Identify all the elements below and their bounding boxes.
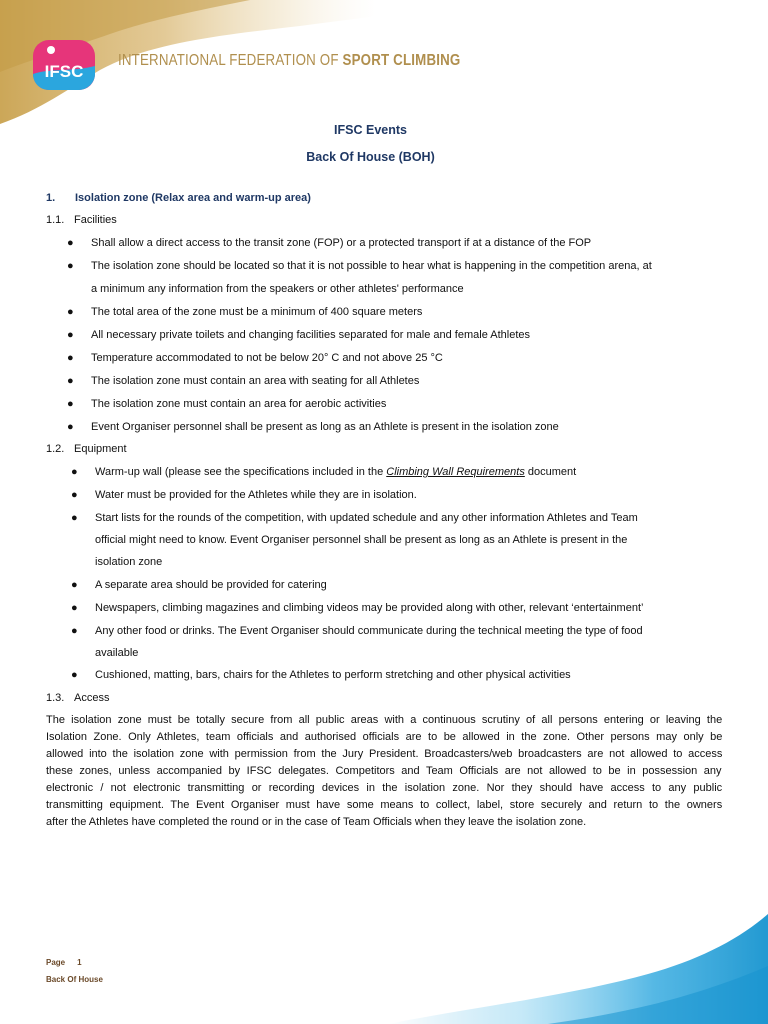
bullet-icon: ● bbox=[71, 489, 78, 501]
list-item: ● Cushioned, matting, bars, chairs for the Athletes to perform stretching and other physical activities bbox=[71, 669, 571, 681]
bullet-icon: ● bbox=[71, 602, 78, 614]
federation-name-regular: INTERNATIONAL FEDERATION OF bbox=[118, 52, 343, 69]
page-label: Page bbox=[46, 958, 66, 967]
bullet-icon: ● bbox=[67, 237, 74, 249]
subsection-access bbox=[46, 692, 109, 704]
list-item: ● Any other food or drinks. The Event Organiser should communicate during the technical meeting the type of food bbox=[71, 625, 643, 637]
bullet-icon: ● bbox=[67, 260, 74, 272]
paragraph-line: allowed into the isolation zone with permission from the Jury President. Broadcasters/web broadcasters are not allowed to access bbox=[46, 748, 723, 760]
section-heading bbox=[46, 192, 311, 204]
list-item: ● Event Organiser personnel shall be present as long as an Athlete is present in the isolation zone bbox=[67, 421, 559, 433]
subsection-number: 1.1. bbox=[46, 214, 65, 226]
list-item: ● The total area of the zone must be a minimum of 400 square meters bbox=[67, 306, 423, 318]
list-item: ● A separate area should be provided for catering bbox=[71, 579, 327, 591]
list-item: ● The isolation zone must contain an area for aerobic activities bbox=[67, 398, 387, 410]
doc-title-line1: IFSC Events bbox=[334, 123, 407, 137]
paragraph-line: after the Athletes have completed the round or in the case of Team Officials when they leave the isolation zone. bbox=[46, 816, 587, 828]
list-item: ● The isolation zone must contain an area with seating for all Athletes bbox=[67, 375, 420, 387]
bullet-icon: ● bbox=[71, 669, 78, 681]
subsection-title: Facilities bbox=[74, 214, 117, 226]
list-item: ● Water must be provided for the Athletes while they are in isolation. bbox=[71, 489, 417, 501]
logo-text: IFSC bbox=[44, 62, 84, 81]
bullet-icon: ● bbox=[71, 579, 78, 591]
list-item: ● Warm-up wall (please see the specifications included in the Climbing Wall Requirements document bbox=[71, 466, 577, 478]
subsection-number: 1.3. bbox=[46, 692, 65, 704]
subsection-title: Equipment bbox=[74, 443, 127, 455]
footer-doc-name: Back Of House bbox=[46, 975, 103, 984]
paragraph-line: these zones, unless accompanied by IFSC delegates. Competitors and Team Officials are not allowed to be in possession any bbox=[46, 765, 722, 777]
subsection-number: 1.2. bbox=[46, 443, 65, 455]
bullet-icon: ● bbox=[71, 512, 78, 524]
list-item-continuation: available bbox=[95, 647, 139, 659]
bullet-icon: ● bbox=[67, 306, 74, 318]
list-item: ● Newspapers, climbing magazines and climbing videos may be provided along with other, relevant ‘entertainment’ bbox=[71, 602, 644, 614]
bullet-icon: ● bbox=[67, 329, 74, 341]
page-number: 1 bbox=[77, 958, 82, 967]
subsection-title: Access bbox=[74, 692, 110, 704]
subsection-facilities bbox=[46, 214, 117, 226]
ifsc-logo bbox=[31, 38, 97, 92]
paragraph-line: Isolation Zone. Only Athletes, team officials and authorised officials are to be allowed in the zone. Other persons may only be bbox=[46, 731, 723, 743]
footer-page-label bbox=[46, 958, 82, 967]
section-title: Isolation zone (Relax area and warm-up area) bbox=[75, 192, 311, 204]
federation-name bbox=[118, 52, 460, 70]
subsection-equipment bbox=[46, 443, 127, 455]
list-item: ● Temperature accommodated to not be below 20° C and not above 25 °C bbox=[67, 352, 443, 364]
paragraph-line: transmitting equipment. The Event Organiser must have some means to collect, label, store securely and return to the owners bbox=[46, 799, 723, 811]
doc-title-line2: Back Of House (BOH) bbox=[306, 150, 435, 164]
list-item: ● Start lists for the rounds of the competition, with updated schedule and any other information Athletes and Team bbox=[71, 512, 638, 524]
bullet-icon: ● bbox=[67, 375, 74, 387]
list-item: ● The isolation zone should be located so that it is not possible to hear what is happening in the competition arena, at bbox=[67, 260, 652, 272]
list-item-continuation: official might need to know. Event Organiser personnel shall be present as long as an Athlete is present in the bbox=[95, 534, 628, 546]
list-item-continuation: a minimum any information from the speakers or other athletes' performance bbox=[91, 283, 464, 295]
bullet-icon: ● bbox=[67, 398, 74, 410]
bullet-icon: ● bbox=[71, 625, 78, 637]
list-item: ● All necessary private toilets and changing facilities separated for male and female Athletes bbox=[67, 329, 531, 341]
list-item-continuation: isolation zone bbox=[95, 556, 163, 568]
footer-blue-swash bbox=[348, 904, 768, 1024]
bullet-icon: ● bbox=[71, 466, 78, 478]
federation-name-bold: SPORT CLIMBING bbox=[342, 52, 461, 69]
bullet-icon: ● bbox=[67, 421, 74, 433]
climbing-wall-requirements-link[interactable]: Climbing Wall Requirements bbox=[386, 466, 525, 478]
section-number: 1. bbox=[46, 192, 56, 204]
paragraph-line: electronic / not electronic transmitting or recording devices in the isolation zone. Nor they should have access to any public bbox=[46, 782, 723, 794]
bullet-icon: ● bbox=[67, 352, 74, 364]
list-item: ● Shall allow a direct access to the transit zone (FOP) or a protected transport if at a distance of the FOP bbox=[67, 237, 592, 249]
paragraph-line: The isolation zone must be totally secure from all public areas with a continuous scrutiny of all persons entering or leaving the bbox=[46, 714, 723, 726]
